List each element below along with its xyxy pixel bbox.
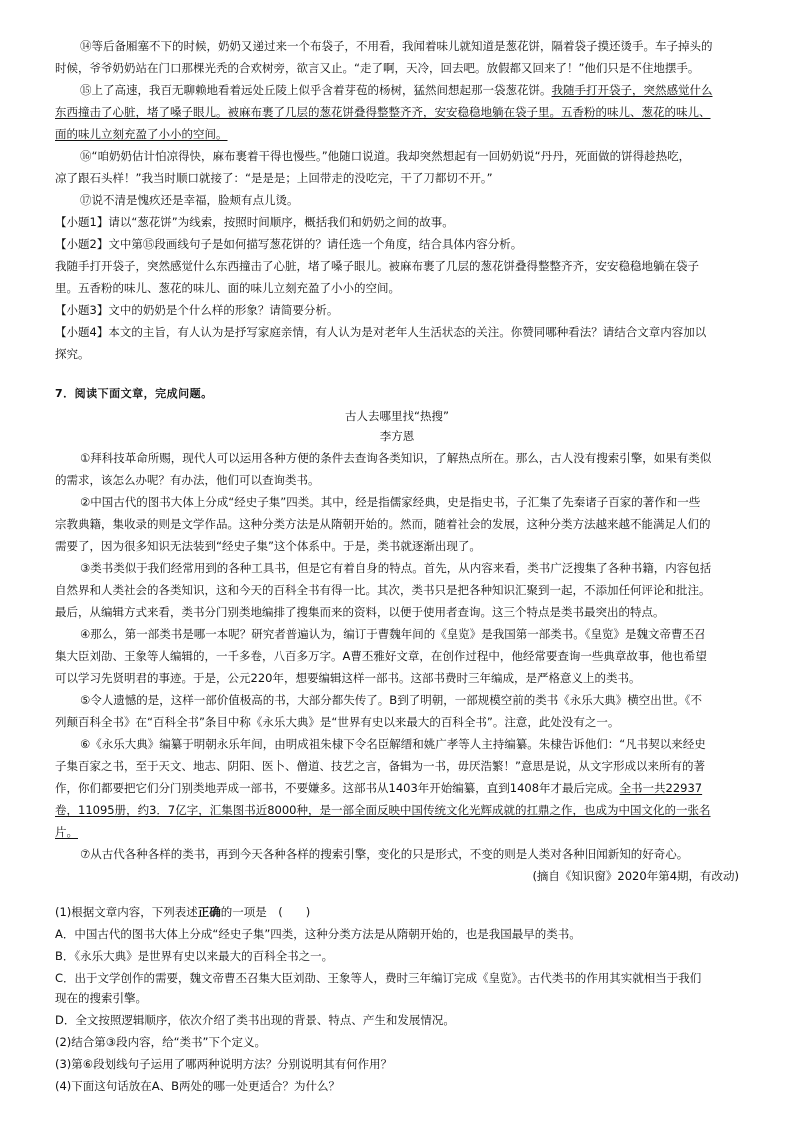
part2-question-1 xyxy=(55,904,739,920)
article-title: 古人去哪里找“热搜” xyxy=(345,409,449,423)
question-4-line-1: 【小题4】本文的主旨，有人认为是抒写家庭亲情，有人认为是对老年人生活状态的关注。你赞同哪种看法？请结合文章内容加以 xyxy=(55,325,707,339)
article-paragraph-3-line-3: 最后，从编辑方式来看，类书分门别类地编排了搜集而来的资料，以便于使用者查询。这三个特点是类书最突出的特点。 xyxy=(55,605,665,619)
section-7-heading: 7．阅读下面文章，完成问题。 xyxy=(55,387,213,400)
paragraph-6-text: 作，你们都要把它们分门别类地弄成一部书，不要嫌多。这部书从1403年开始编纂，直到1408年才最后完成。 xyxy=(55,781,620,795)
option-b: B．《永乐大典》是世界有史以来最大的百科全书之一。 xyxy=(55,949,334,963)
paragraph-17: ⑰说不清是愧疚还是幸福，脸颊有点儿烫。 xyxy=(80,193,299,207)
article-paragraph-6-line-3 xyxy=(55,780,739,796)
paragraph-15-line-1 xyxy=(80,82,739,98)
paragraph-15-line-3: 面的味儿立刻充盈了小小的空间。 xyxy=(55,127,228,141)
paragraph-15-underlined-sentence: 我随手打开袋子，突然感觉什么 xyxy=(551,83,713,97)
article-paragraph-4-line-1: ④那么，第一部类书是哪一本呢？研究者普遍认为，编订于曹魏年间的《皇览》是我国第一部类书。《皇览》是魏文帝曹丕召 xyxy=(80,627,706,641)
article-paragraph-3-line-1: ③类书类似于我们经常用到的各种工具书，但是它有着自身的特点。首先，从内容来看，类书广泛搜集了各种书籍，内容包括 xyxy=(80,561,712,575)
article-paragraph-2-line-1: ②中国古代的图书大体上分成“经史子集”四类。其中，经是指儒家经典，史是指史书，子汇集了先秦诸子百家的著作和一些 xyxy=(80,495,701,509)
article-source: (摘自《知识窗》2020年第4期，有改动) xyxy=(532,869,739,883)
article-paragraph-2-line-3: 需要了，因为很多知识无法装到“经史子集”这个体系中。于是，类书就逐渐出现了。 xyxy=(55,539,481,553)
article-paragraph-1-line-2: 的需求，该怎么办呢？有办法，他们可以查询类书。 xyxy=(55,473,320,487)
article-author: 李方恩 xyxy=(379,429,415,443)
question-1-stem: (1)根据文章内容，下列表述 xyxy=(55,905,198,919)
paragraph-16-line-1: ⑯“咱奶奶估计怕凉得快，麻布裹着干得也慢些。”他随口说道。我却突然想起有一回奶奶说“丹丹，死面做的饼得趁热吃， xyxy=(80,149,691,163)
part2-question-2: (2)结合第③段内容，给“类书”下个定义。 xyxy=(55,1035,267,1049)
article-paragraph-4-line-2: 集大臣刘劭、王象等人编辑的，一千多卷，八百多万字。A曹丕雅好文章，在创作过程中，他经常要查询一些典章故事，他也希望 xyxy=(55,649,707,663)
article-paragraph-6-line-2: 子集百家之书，至于天文、地志、阴阳、医卜、僧道、技艺之言，备辑为一书，毋厌浩繁！”意思是说，从文字形成以来所有的著 xyxy=(55,759,705,773)
part2-question-4: (4)下面这句话放在A、B两处的哪一处更适合？为什么？ xyxy=(55,1079,341,1093)
article-paragraph-6-line-5: 片。 xyxy=(55,825,78,839)
article-paragraph-3-line-2: 自然界和人类社会的各类知识，这和今天的百科全书有得一比。其次，类书只是把各种知识汇聚到一起，不添加任何评论和批注。 xyxy=(55,583,711,597)
article-paragraph-6-line-4: 卷，11095册，约3．7亿字，汇集图书近8000种，是一部全面反映中国传统文化光辉成就的扛鼎之作，也成为中国文化的一张名 xyxy=(55,803,711,817)
article-paragraph-1-line-1: ①拜科技革命所赐，现代人可以运用各种方便的条件去查询各类知识，了解热点所在。那么，古人没有搜索引擎，如果有类似 xyxy=(80,451,712,465)
question-4-line-2: 探究。 xyxy=(55,347,90,361)
option-c-line-2: 现在的搜索引擎。 xyxy=(55,991,147,1005)
question-1: 【小题1】请以“葱花饼”为线索，按照时间顺序，概括我们和奶奶之间的故事。 xyxy=(55,215,454,229)
option-c-line-1: C．出于文学创作的需要，魏文帝曹丕召集大臣刘劭、王象等人，费时三年编订完成《皇览》。古代类书的作用其实就相当于我们 xyxy=(55,971,702,985)
option-d: D．全文按照逻辑顺序，依次介绍了类书出现的背景、特点、产生和发展情况。 xyxy=(55,1013,455,1027)
paragraph-15-text: ⑮上了高速，我百无聊赖地看着远处丘陵上似乎含着芽苞的杨树，猛然间想起那一袋葱花饼。 xyxy=(80,83,552,97)
article-paragraph-6-line-1: ⑥《永乐大典》编纂于明朝永乐年间，由明成祖朱棣下令名臣解缙和姚广孝等人主持编纂。朱棣告诉他们：“凡书契以来经史 xyxy=(80,737,706,751)
article-paragraph-7: ⑦从古代各种各样的类书，再到今天各种各样的搜索引擎，变化的只是形式，不变的则是人类对各种旧闻新知的好奇心。 xyxy=(80,847,689,861)
paragraph-16-line-2: 凉了跟石头样！”我当时顺口就接了：“是是是；上回带走的没吃完，干了刀都切不开。” xyxy=(55,171,493,185)
question-2-quote-line-2: 里。五香粉的味儿、葱花的味儿、面的味儿立刻充盈了小小的空间。 xyxy=(55,281,400,295)
question-2: 【小题2】文中第⑮段画线句子是如何描写葱花饼的？请任选一个角度，结合具体内容分析。 xyxy=(55,237,523,251)
question-2-quote-line-1: 我随手打开袋子，突然感觉什么东西撞击了心脏，堵了嗓子眼儿。被麻布裹了几层的葱花饼叠得整整齐齐，安安稳稳地躺在袋子 xyxy=(55,259,699,273)
paragraph-14-line-1: ⑭等后备厢塞不下的时候，奶奶又递过来一个布袋子，不用看，我闻着味儿就知道是葱花饼，隔着袋子摸还烫手。车子掉头的 xyxy=(80,39,713,53)
question-1-emphasis: 正确 xyxy=(197,905,221,919)
part2-question-3: (3)第⑥段划线句子运用了哪两种说明方法？分别说明其有何作用？ xyxy=(55,1057,393,1071)
question-3: 【小题3】文中的奶奶是个什么样的形象？请简要分析。 xyxy=(55,303,339,317)
paragraph-14-line-2: 时候，爷爷奶奶站在门口那棵光秃的合欢树旁，欲言又止。“走了啊，天冷，回去吧。放假都又回来了！”他们只是不住地摆手。 xyxy=(55,61,700,75)
article-paragraph-5-line-2: 列颠百科全书》在“百科全书”条目中称《永乐大典》是“世界有史以来最大的百科全书”。注意，此处没有之一。 xyxy=(55,715,620,729)
option-a: A．中国古代的图书大体上分成“经史子集”四类，这种分类方法是从隋朝开始的，也是我国最早的类书。 xyxy=(55,927,581,941)
paragraph-15-line-2: 东西撞击了心脏，堵了嗓子眼儿。被麻布裹了几层的葱花饼叠得整整齐齐，安安稳稳地躺在袋子里。五香粉的味儿、葱花的味儿、 xyxy=(55,105,711,119)
question-1-stem-end: 的一项是 ( ) xyxy=(220,905,311,919)
article-paragraph-2-line-2: 宗教典籍，集收录的则是文学作品。这种分类方法是从隋朝开始的。然而，随着社会的发展，这种分类方法越来越不能满足人们的 xyxy=(55,517,711,531)
article-paragraph-4-line-3: 可以学习先贤明君的事迹。于是，公元220年，想要编辑这样一部书。这部书费时三年编成，是严格意义上的类书。 xyxy=(55,671,641,685)
article-paragraph-5-line-1: ⑤令人遗憾的是，这样一部价值极高的书，大部分都失传了。B到了明朝，一部规模空前的类书《永乐大典》横空出世。《不 xyxy=(80,693,702,707)
paragraph-6-underlined-sentence: 全书一共22937 xyxy=(619,781,703,795)
